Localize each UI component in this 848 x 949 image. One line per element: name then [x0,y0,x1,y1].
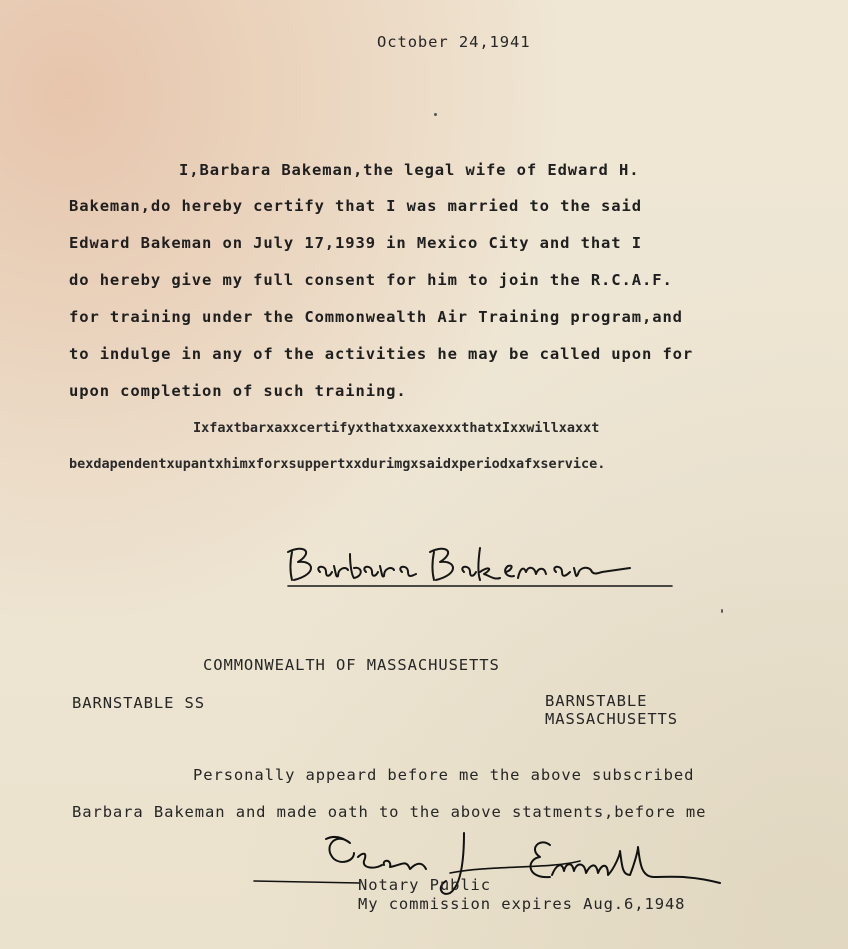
paper-speck [721,609,723,613]
body-line: do hereby give my full consent for him to join the R.C.A.F. [69,271,673,289]
struck-line: bexdapendentxupantxhimxforxsuppertxxdurimgxsaidxperiodxafxservice. [69,456,606,472]
location-line: BARNSTABLE [545,692,648,710]
oath-line: Barbara Bakeman and made oath to the above statments,before me [72,803,707,821]
letter-date: October 24,1941 [377,33,531,51]
body-line: Bakeman,do hereby certify that I was married to the said [69,197,642,215]
wife-signature [280,538,680,598]
body-line: for training under the Commonwealth Air Training program,and [69,308,683,326]
commonwealth-heading: COMMONWEALTH OF MASSACHUSETTS [203,656,500,674]
notary-title: Notary Public [358,876,492,894]
struck-line: IxfaxtbarxaxxcertifyxthatxxaxexxxthatxIxxwillxaxxt [193,420,600,436]
body-line: upon completion of such training. [69,382,407,400]
location-line: MASSACHUSETTS [545,710,679,728]
body-line: I,Barbara Bakeman,the legal wife of Edward H. [179,161,640,179]
commission-line: My commission expires Aug.6,1948 [358,895,686,913]
county-label: BARNSTABLE SS [72,694,206,712]
body-line: to indulge in any of the activities he may be called upon for [69,345,694,363]
body-line: Edward Bakeman on July 17,1939 in Mexico City and that I [69,234,642,252]
oath-line: Personally appeard before me the above subscribed [193,766,695,784]
paper-speck [434,113,437,116]
